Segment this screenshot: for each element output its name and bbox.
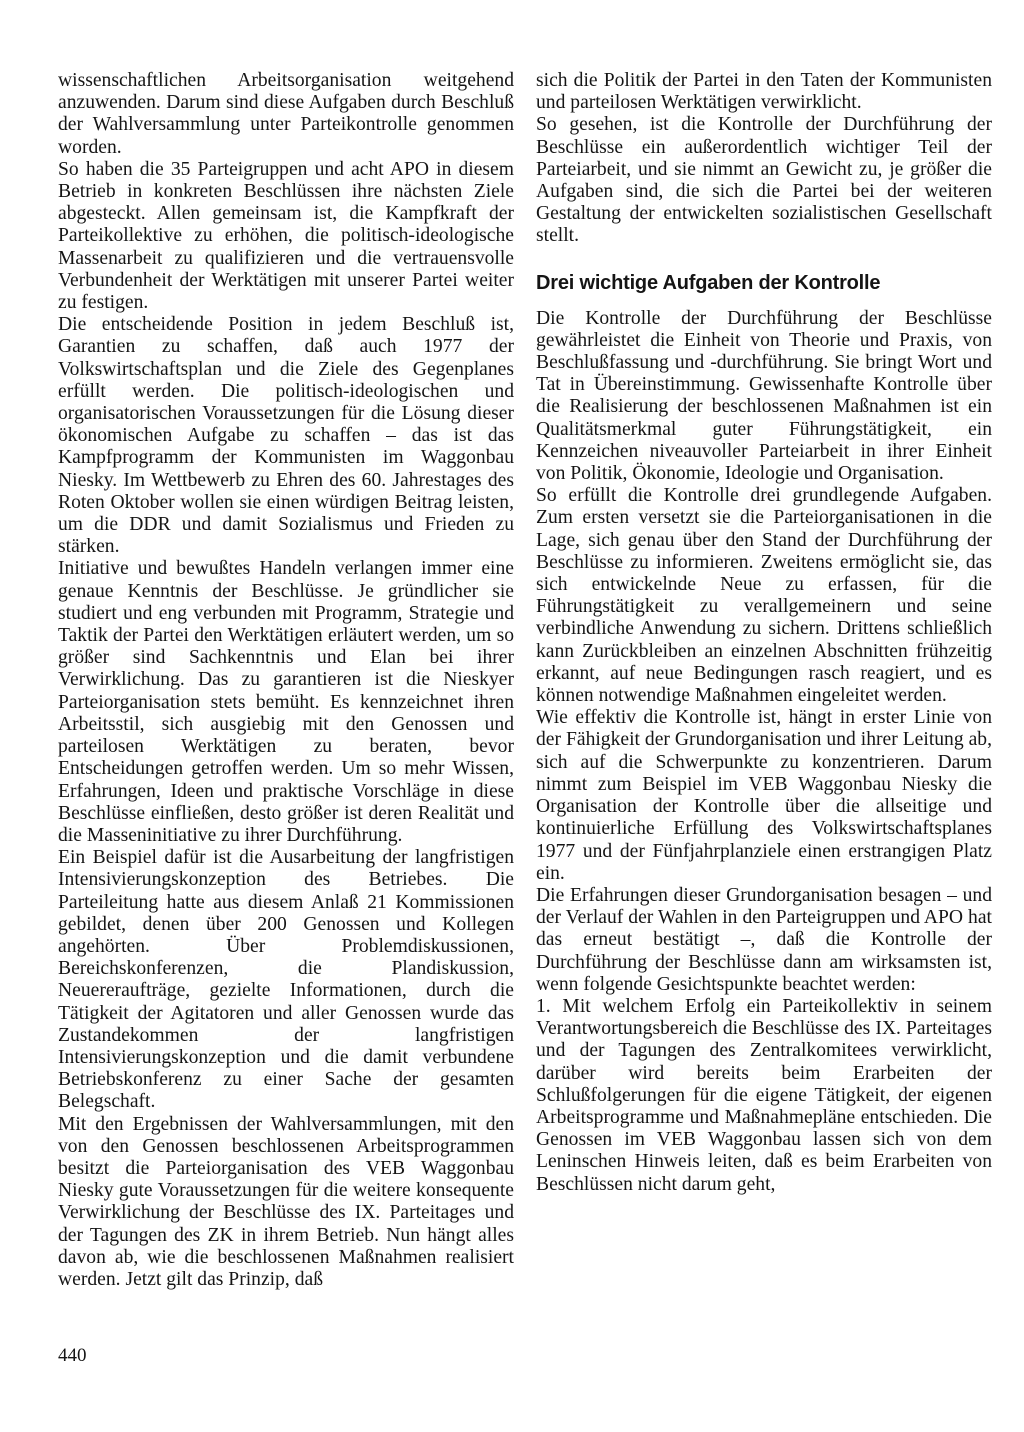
paragraph: So haben die 35 Parteigruppen und acht APO in diesem Betrieb in konkreten Beschlüssen ihre nächsten Ziele abgesteckt. Allen gemeinsam ist, die Kampfkraft der Parteikollektive zu erhöhen, die politisch-ideologische Massenarbeit zu qualifizieren und die vertrauensvolle Verbundenheit der Werktätigen mit unserer Partei weiter zu festigen.: [58, 158, 514, 314]
paragraph: Die entscheidende Position in jedem Beschluß ist, Garantien zu schaffen, daß auch 1977 der Volkswirtschaftsplan und die Ziele des Gegenplanes erfüllt werden. Die politisch-ideologischen und organisatorischen Voraussetzungen für die Lösung dieser ökonomischen Aufgabe zu schaffen – das ist das Kampfprogramm der Kommunisten im Waggonbau Niesky. Im Wettbewerb zu Ehren des 60. Jahrestages des Roten Oktober wollen sie einen würdigen Beitrag leisten, um die DDR und damit Sozialismus und Frieden zu stärken.: [58, 314, 514, 558]
right-column: [536, 70, 992, 1196]
paragraph: 1. Mit welchem Erfolg ein Parteikollektiv in seinem Verantwortungsbereich die Beschlüsse des IX. Parteitages und der Tagungen des Zentralkomitees verwirklicht, darüber wird bereits beim Erarbeiten der Schlußfolgerungen für die eigene Tätigkeit, der eigenen Arbeitsprogramme und Maßnahmepläne entschieden. Die Genossen im VEB Waggonbau lassen sich von dem Leninschen Hinweis leiten, daß es beim Erarbeiten von Beschlüssen nicht darum geht,: [536, 995, 992, 1195]
paragraph: So erfüllt die Kontrolle drei grundlegende Aufgaben. Zum ersten versetzt sie die Parteiorganisationen in die Lage, sich genau über den Stand der Durchführung der Beschlüsse zu informieren. Zweitens ermöglicht sie, das sich entwickelnde Neue zu erfassen, für die Führungstätigkeit zu verallgemeinern und seine verbindliche Anwendung zu sichern. Drittens schließlich kann Zurückbleiben an einzelnen Abschnitten frühzeitig erkannt, auf neue Bedingungen rasch reagiert, und es können notwendige Maßnahmen eingeleitet werden.: [536, 485, 992, 707]
paragraph: sich die Politik der Partei in den Taten der Kommunisten und parteilosen Werktätigen verwirklicht.: [536, 70, 992, 114]
paragraph: Mit den Ergebnissen der Wahlversammlungen, mit den von den Genossen beschlossenen Arbeitsprogrammen besitzt die Parteiorganisation des VEB Waggonbau Niesky gute Voraussetzungen für die weitere konsequente Verwirklichung der Beschlüsse des IX. Parteitages und der Tagungen des ZK in ihrem Betrieb. Nun hängt alles davon ab, wie die beschlossenen Maßnahmen realisiert werden. Jetzt gilt das Prinzip, daß: [58, 1113, 514, 1290]
paragraph: Wie effektiv die Kontrolle ist, hängt in erster Linie von der Fähigkeit der Grundorganisation und ihrer Leitung ab, sich auf die Schwerpunkte zu konzentrieren. Darum nimmt zum Beispiel im VEB Waggonbau Niesky die Organisation der Kontrolle über die allseitige und kontinuierliche Erfüllung des Volkswirtschaftsplanes 1977 und der Fünfjahrplanziele einen erstrangigen Platz ein.: [536, 707, 992, 884]
paragraph: Die Erfahrungen dieser Grundorganisation besagen – und der Verlauf der Wahlen in den Parteigruppen und APO hat das erneut bestätigt –, daß die Kontrolle der Durchführung der Beschlüsse dann am wirksamsten ist, wenn folgende Gesichtspunkte beachtet werden:: [536, 884, 992, 995]
page-number: 440: [58, 1345, 87, 1366]
paragraph: So gesehen, ist die Kontrolle der Durchführung der Beschlüsse ein außerordentlich wichtiger Teil der Parteiarbeit, und sie nimmt an Gewicht zu, je größer die Aufgaben sind, die sich die Partei bei der weiteren Gestaltung der entwickelten sozialistischen Gesellschaft stellt.: [536, 114, 992, 247]
paragraph: Initiative und bewußtes Handeln verlangen immer eine genaue Kenntnis der Beschlüsse. Je gründlicher sie studiert und eng verbunden mit Programm, Strategie und Taktik der Partei den Werktätigen erläutert werden, um so größer sind Sachkenntnis und Elan bei ihrer Verwirklichung. Das zu garantieren ist die Nieskyer Parteiorganisation stets bemüht. Es kennzeichnet ihren Arbeitsstil, sich ausgiebig mit den Genossen und parteilosen Werktätigen zu beraten, bevor Entscheidungen getroffen werden. Um so mehr Wissen, Erfahrungen, Ideen und praktische Vorschläge in diese Beschlüsse einfließen, desto größer ist deren Realität und die Masseninitiative zu ihrer Durchführung.: [58, 558, 514, 846]
left-column: [58, 70, 514, 1291]
paragraph: wissenschaftlichen Arbeitsorganisation weitgehend anzuwenden. Darum sind diese Aufgaben durch Beschluß der Wahlversammlung unter Parteikontrolle genommen worden.: [58, 70, 514, 158]
paragraph: Ein Beispiel dafür ist die Ausarbeitung der langfristigen Intensivierungskonzeption des Betriebes. Die Parteileitung hatte aus diesem Anlaß 21 Kommissionen gebildet, denen über 200 Genossen und Kollegen angehörten. Über Problemdiskussionen, Bereichskonferenzen, die Plandiskussion, Neuereraufträge, gezielte Informationen, durch die Tätigkeit der Agitatoren und aller Genossen wurde das Zustandekommen der langfristigen Intensivierungskonzeption und die damit verbundene Betriebskonferenz zu einer Sache der gesamten Belegschaft.: [58, 847, 514, 1113]
section-heading: Drei wichtige Aufgaben der Kontrolle: [536, 271, 881, 294]
paragraph: Die Kontrolle der Durchführung der Beschlüsse gewährleistet die Einheit von Theorie und Praxis, von Beschlußfassung und -durchführung. Sie bringt Wort und Tat in Übereinstimmung. Gewissenhafte Kontrolle über die Realisierung der beschlossenen Maßnahmen ist ein Qualitätsmerkmal guter Führungstätigkeit, ein Kennzeichen niveauvoller Parteiarbeit in ihrer Einheit von Politik, Ökonomie, Ideologie und Organisation.: [536, 307, 992, 485]
